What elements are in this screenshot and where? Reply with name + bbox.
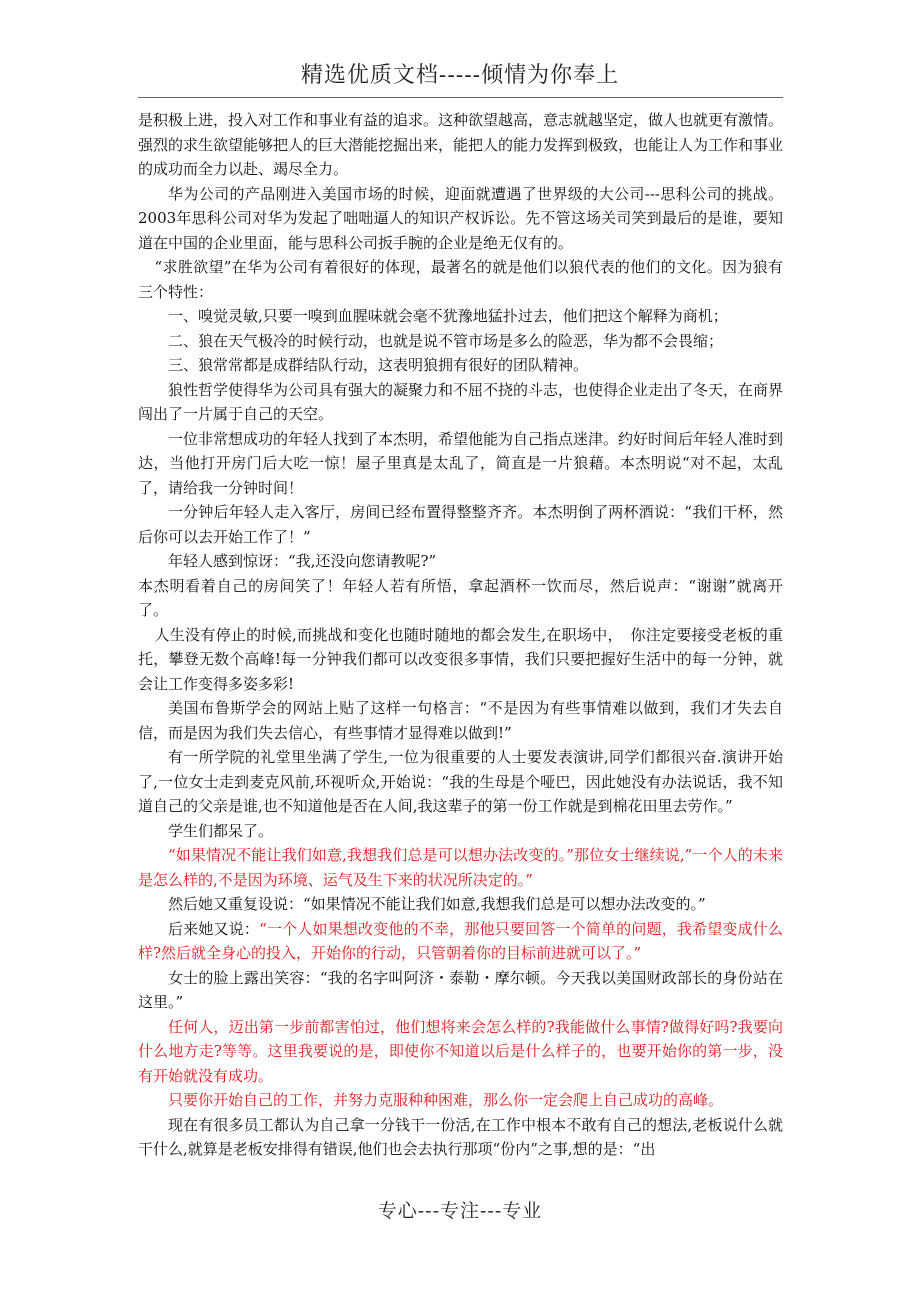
paragraph: 美国布鲁斯学会的网站上贴了这样一句格言：“不是因为有些事情难以做到，我们才失去自信，而是因为我们失去信心，有些事情才显得难以做到!” [138,699,783,742]
list-item: 二、狼在天气极冷的时候行动，也就是说不管市场是多么的险恶，华为都不会畏缩； [168,331,724,350]
list-item: 三、狼常常都是成群结队行动，这表明狼拥有很好的团队精神。 [168,356,589,374]
paragraph: 人生没有停止的时候,而挑战和变化也随时随地的都会发生,在职场中， 你注定要接受老板的重托，攀登无数个高峰!每一分钟我们都可以改变很多事情，我们只要把握好生活中的每一分钟，就会让工作变得多姿多彩! [138,625,783,693]
paragraph: 一分钟后年轻人走入客厅，房间已经布置得整整齐齐。本杰明倒了两杯酒说：“我们干杯，然后你可以去开始工作了！” [138,503,783,546]
paragraph-lead: 后来她又说： [168,919,260,938]
paragraph: 华为公司的产品刚进入美国市场的时候，迎面就遭遇了世界级的大公司---思科公司的挑战。2003年思科公司对华为发起了咄咄逼人的知识产权诉讼。先不管这场关司笑到最后的是谁，要知道在中国的企业里面，能与思科公司扳手腕的企业是绝无仅有的。 [138,184,783,252]
paragraph: 然后她又重复设说：“如果情况不能让我们如意,我想我们总是可以想办法改变的。” [168,895,706,913]
page-footer: 专心---专注---专业 [377,1200,543,1222]
paragraph: 有一所学院的礼堂里坐满了学生,一位为很重要的人士要发表演讲,同学们都很兴奋.演讲开始了,一位女士走到麦克风前,环视听众,开始说：“我的生母是个哑巴，因此她没有办法说话，我不知道自己的父亲是谁,也不知道他是否在人间,我这辈子的第一份工作就是到棉花田里去劳作。” [138,748,783,815]
page-header-title: 精选优质文档-----倾情为你奉上 [300,63,620,88]
paragraph: 狼性哲学使得华为公司具有强大的凝聚力和不屈不挠的斗志，也使得企业走出了冬天，在商界闯出了一片属于自己的天空。 [138,380,784,423]
paragraph: “求胜欲望”在华为公司有着很好的体现，最著名的就是他们以狼代表的他们的文化。因为狼有三个特性： [138,258,783,301]
document-body [138,108,783,1162]
paragraph [138,917,783,966]
paragraph: 是积极上进，投入对工作和事业有益的追求。这种欲望越高，意志就越坚定，做人也就更有激情。强烈的求生欲望能够把人的巨大潜能挖掘出来，能把人的能力发挥到极致，也能让人为工作和事业的成功而全力以赴、竭尽全力。 [138,111,784,178]
paragraph: 现在有很多员工都认为自己拿一分钱干一份活,在工作中根本不敢有自己的想法,老板说什么就干什么,就算是老板安排得有错误,他们也会去执行那项“份内”之事,想的是：“出 [138,1115,783,1158]
paragraph: 学生们都呆了。 [168,821,274,840]
paragraph: 本杰明看着自己的房间笑了！年轻人若有所悟，拿起酒杯一饮而尽，然后说声：“谢谢”就离开了。 [138,576,783,619]
highlight-paragraph: 任何人，迈出第一步前都害怕过，他们想将来会怎么样的?我能做什么事情?做得好吗?我要向什么地方走?等等。这里我要说的是，即使你不知道以后是什么样子的，也要开始你的第一步，没有开始就没有成功。 [138,1017,783,1085]
paragraph: 女士的脸上露出笑容：“我的名字叫阿济・泰勒・摩尔顿。今天我以美国财政部长的身份站在这里。” [138,968,783,1011]
header-divider [138,97,783,98]
highlight-paragraph: 只要你开始自己的工作，并努力克服种种困难，那么你一定会爬上自己成功的高峰。 [168,1091,724,1109]
quote-paragraph: “如果情况不能让我们如意,我想我们总是可以想办法改变的。”那位女士继续说,”一个人的未来是怎么样的,不是因为环境、运气及生下来的状况所决定的。” [138,846,783,889]
paragraph: 一位非常想成功的年轻人找到了本杰明，希望他能为自己指点迷津。约好时间后年轻人准时到达，当他打开房门后大吃一惊！屋子里真是太乱了，简直是一片狼藉。本杰明说“对不起，太乱了，请给我一分钟时间！ [138,429,784,497]
paragraph: 年轻人感到惊讶：“我,还没向您请教呢?” [168,552,437,570]
list-item: 一、嗅觉灵敏,只要一嗅到血腥味就会毫不犹豫地猛扑过去，他们把这个解释为商机； [168,307,728,325]
quote-text: “一个人如果想改变他的不幸，那他只要回答一个简单的问题，我希望变成什么样?然后就全身心的投入，开始你的行动，只管朝着你的目标前进就可以了。” [138,919,783,962]
